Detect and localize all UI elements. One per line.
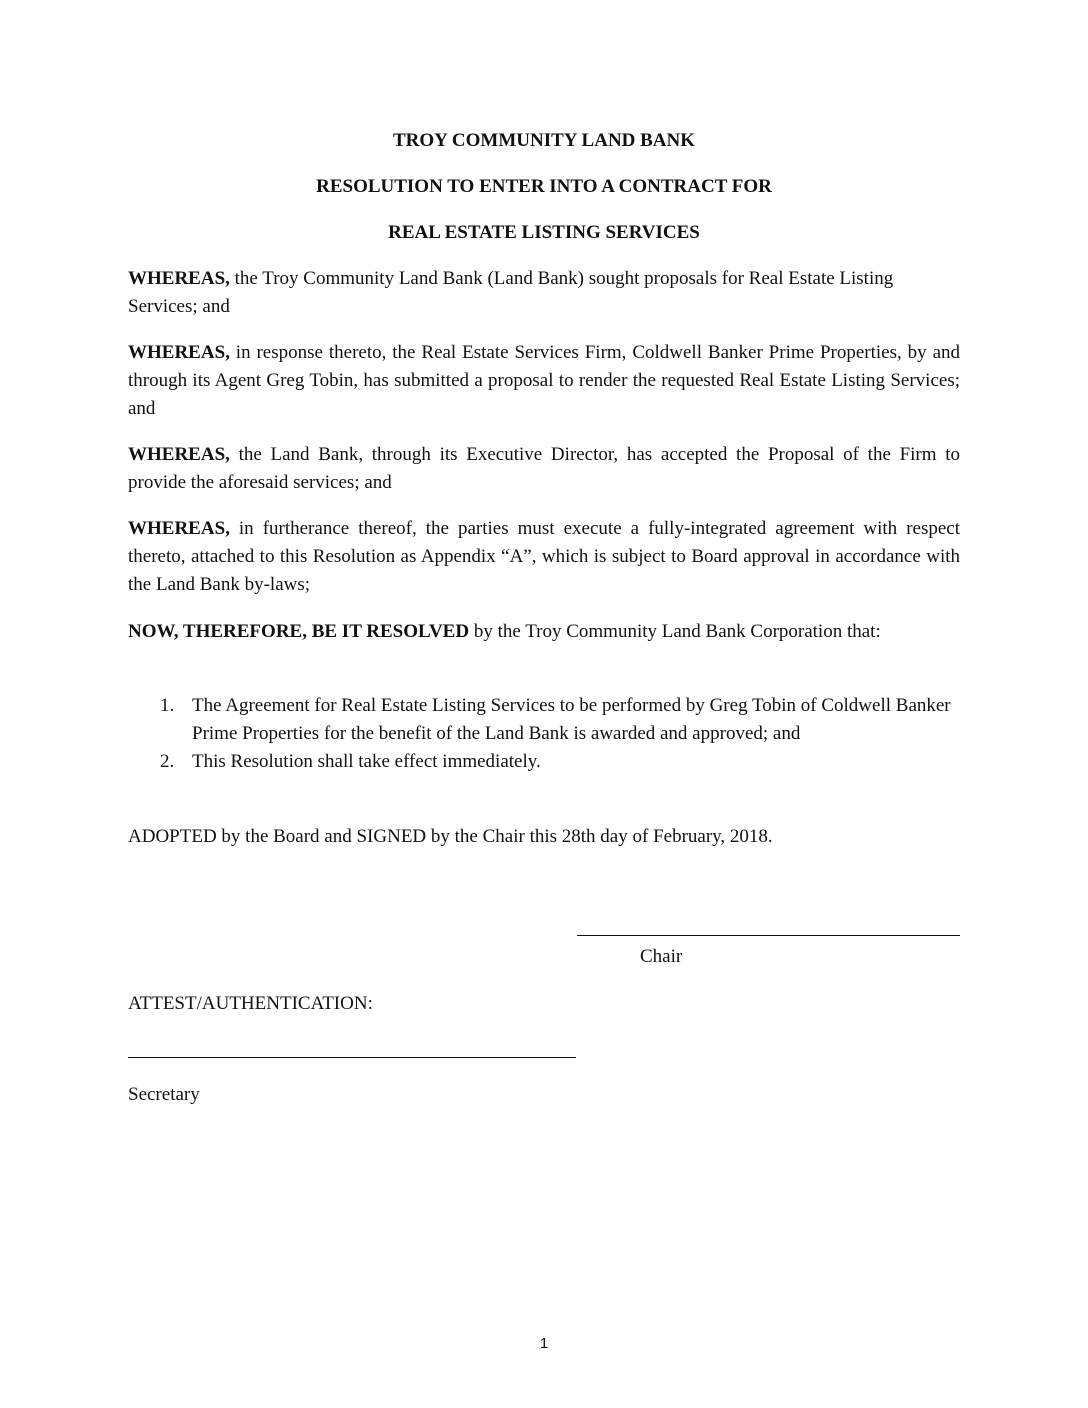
whereas-lead: WHEREAS, [128,518,230,539]
resolved-text: by the Troy Community Land Bank Corporation that: [469,621,881,642]
list-text: The Agreement for Real Estate Listing Services to be performed by Greg Tobin of Coldwell Banker Prime Properties for the benefit of the Land Bank is awarded and approved; and [192,695,951,744]
secretary-label: Secretary [128,1084,200,1105]
chair-signature-line [577,935,960,936]
page-number: 1 [539,1335,549,1352]
list-text: This Resolution shall take effect immediately. [192,751,541,772]
whereas-clause-4 [128,515,960,599]
whereas-clause-2 [128,339,960,423]
whereas-text: in response thereto, the Real Estate Services Firm, Coldwell Banker Prime Properties, by and through its Agent Greg Tobin, has submitted a proposal to render the requested Real Estate Listing Services; and [128,342,960,419]
whereas-text: the Troy Community Land Bank (Land Bank) sought proposals for Real Estate Listing Services; and [128,268,894,317]
resolution-title-line1: RESOLUTION TO ENTER INTO A CONTRACT FOR [316,176,772,197]
whereas-clause-3 [128,441,960,497]
list-number: 2. [160,751,175,772]
whereas-lead: WHEREAS, [128,268,230,289]
org-title: TROY COMMUNITY LAND BANK [392,130,696,151]
resolved-lead: NOW, THEREFORE, BE IT RESOLVED [128,621,470,642]
whereas-text: the Land Bank, through its Executive Director, has accepted the Proposal of the Firm to provide the aforesaid services; and [128,444,960,493]
attest-label: ATTEST/AUTHENTICATION: [128,993,373,1014]
whereas-lead: WHEREAS, [128,444,230,465]
whereas-clause-1 [128,265,960,321]
resolved-clause [128,618,960,646]
secretary-signature-line [128,1057,576,1058]
resolution-list [128,692,960,776]
list-item [128,692,960,748]
chair-label: Chair [640,946,683,967]
adopted-statement: ADOPTED by the Board and SIGNED by the Chair this 28th day of February, 2018. [128,826,773,847]
whereas-text: in furtherance thereof, the parties must execute a fully-integrated agreement with respect thereto, attached to this Resolution as Appendix “A”, which is subject to Board approval in accordance with the Land Bank by-laws; [128,518,960,595]
resolution-title-line2: REAL ESTATE LISTING SERVICES [388,222,700,243]
list-number: 1. [160,695,175,716]
list-item [128,748,960,776]
whereas-lead: WHEREAS, [128,342,230,363]
